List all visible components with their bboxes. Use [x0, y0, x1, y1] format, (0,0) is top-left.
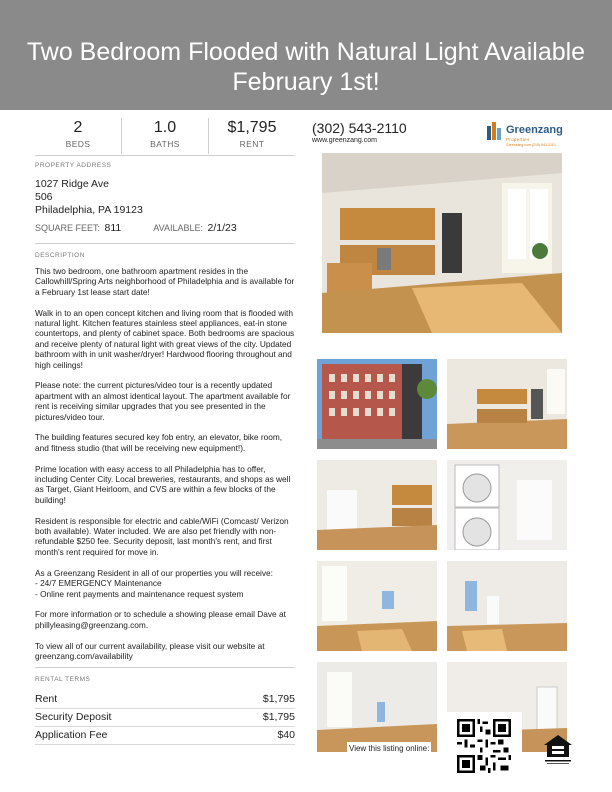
baths-label: BATHS — [150, 139, 180, 149]
term-value: $1,795 — [262, 711, 295, 723]
address-street: 1027 Ridge Ave — [35, 178, 109, 190]
listing-qr-code[interactable] — [446, 712, 522, 782]
sqft-value: 811 — [104, 222, 122, 234]
logo-name: Greenzang — [506, 124, 563, 136]
address-unit: 506 — [35, 191, 53, 203]
description-paragraph: As a Greenzang Resident in all of our properties you will receive: - 24/7 EMERGENCY Maintenance - Online rent payments and maintenance request system — [35, 567, 273, 599]
logo-sub: Properties — [506, 137, 530, 142]
description-paragraph: Prime location with easy access to all Philadelphia has to offer, including Center City. Local breweries, restaurants, and shops as well as Target, Giant Heirloom, and CVS are within a few blocks of the building! — [35, 463, 291, 505]
term-row-security-deposit — [35, 709, 295, 727]
greenzang-logo-mark-icon — [486, 120, 504, 142]
qr-code-icon — [457, 718, 511, 774]
gallery-photo-living-room[interactable] — [317, 460, 437, 550]
key-stats — [35, 118, 295, 154]
logo-tagline: Greenzang.com (215) 543-2110 — [506, 143, 556, 147]
rent-label: RENT — [239, 139, 265, 149]
beds-stat — [35, 118, 122, 154]
sqft-label: SQUARE FEET: — [35, 223, 101, 233]
address-city: Philadelphia, PA 19123 — [35, 204, 143, 216]
divider — [35, 243, 295, 244]
beds-value: 2 — [73, 119, 83, 136]
description-paragraph: Resident is responsible for electric and cable/WiFi (Comcast/ Verizon both available). Water included. We are also pet friendly with non-refundable $250 fee. Security deposit, last month's rent, and first month's rent required for move in. — [35, 515, 289, 557]
size-availability — [35, 222, 267, 234]
contact-website[interactable]: www.greenzang.com — [312, 137, 377, 144]
description-paragraph: For more information or to schedule a showing please email Dave at phillyleasing@greenzang.com. — [35, 609, 286, 630]
gallery-photo-building-exterior[interactable] — [317, 359, 437, 449]
property-address-heading: PROPERTY ADDRESS — [35, 162, 112, 169]
description-paragraph: To view all of our current availability, please visit our website at greenzang.com/availability — [35, 640, 265, 661]
term-row-rent — [35, 691, 295, 709]
term-value: $1,795 — [262, 693, 295, 705]
description-paragraph: Walk in to an open concept kitchen and living room that is flooded with natural light. Kitchen features stainless steel appliances, eat-in stone countertops, and plenty of cabinet space. Both bedrooms are spacious and receive plenty of natural light with great views of the city. Updated bathroom with in unit washer/dryer! Hardwood flooring throughout and high ceilings! — [35, 307, 295, 370]
description-heading: DESCRIPTION — [35, 252, 85, 259]
gallery-photo-kitchen[interactable] — [447, 359, 567, 449]
gallery-photo-washer-dryer[interactable] — [447, 460, 567, 550]
gallery-photo-bedroom-1[interactable] — [317, 561, 437, 651]
hero-photo-kitchen[interactable] — [322, 153, 562, 333]
available-value: 2/1/23 — [207, 222, 237, 234]
divider — [35, 667, 295, 668]
description-paragraph: Please note: the current pictures/video tour is a recently updated apartment with an almost identical layout. The apartment available for rent is receiving similar upgrades that you see presented in the pictures/video tour. — [35, 380, 291, 422]
term-label: Security Deposit — [35, 711, 112, 723]
property-address — [35, 178, 143, 217]
headline-line-2: February 1st! — [232, 68, 380, 96]
beds-label: BEDS — [65, 139, 91, 149]
available-label: AVAILABLE: — [153, 223, 203, 233]
term-label: Rent — [35, 693, 58, 705]
description-body — [35, 266, 297, 672]
headline-banner — [0, 0, 612, 110]
rental-terms-heading: RENTAL TERMS — [35, 676, 91, 683]
description-paragraph: The building features secured key fob entry, an elevator, bike room, and fitness studio (that will be receiving new equipment!). — [35, 432, 283, 453]
term-label: Application Fee — [35, 729, 108, 741]
rent-value: $1,795 — [227, 119, 277, 136]
term-row-application-fee — [35, 727, 295, 745]
contact-phone[interactable]: (302) 543-2110 — [312, 120, 407, 136]
baths-stat — [122, 118, 209, 154]
rent-stat — [209, 118, 295, 154]
equal-housing-opportunity-icon — [543, 733, 573, 767]
rental-terms-table — [35, 691, 295, 745]
divider — [35, 155, 295, 156]
gallery-photo-bedroom-3[interactable] — [317, 662, 437, 752]
view-online-label: View this listing online: — [349, 744, 430, 753]
term-value: $40 — [277, 729, 295, 741]
baths-value: 1.0 — [153, 119, 177, 136]
gallery-photo-bedroom-2[interactable] — [447, 561, 567, 651]
description-paragraph: This two bedroom, one bathroom apartment resides in the Callowhill/Spring Arts neighborhood of Philadelphia and is available for a February 1st lease start date! — [35, 266, 295, 297]
greenzang-logo — [486, 120, 566, 148]
headline-line-1: Two Bedroom Flooded with Natural Light Available — [26, 38, 586, 66]
